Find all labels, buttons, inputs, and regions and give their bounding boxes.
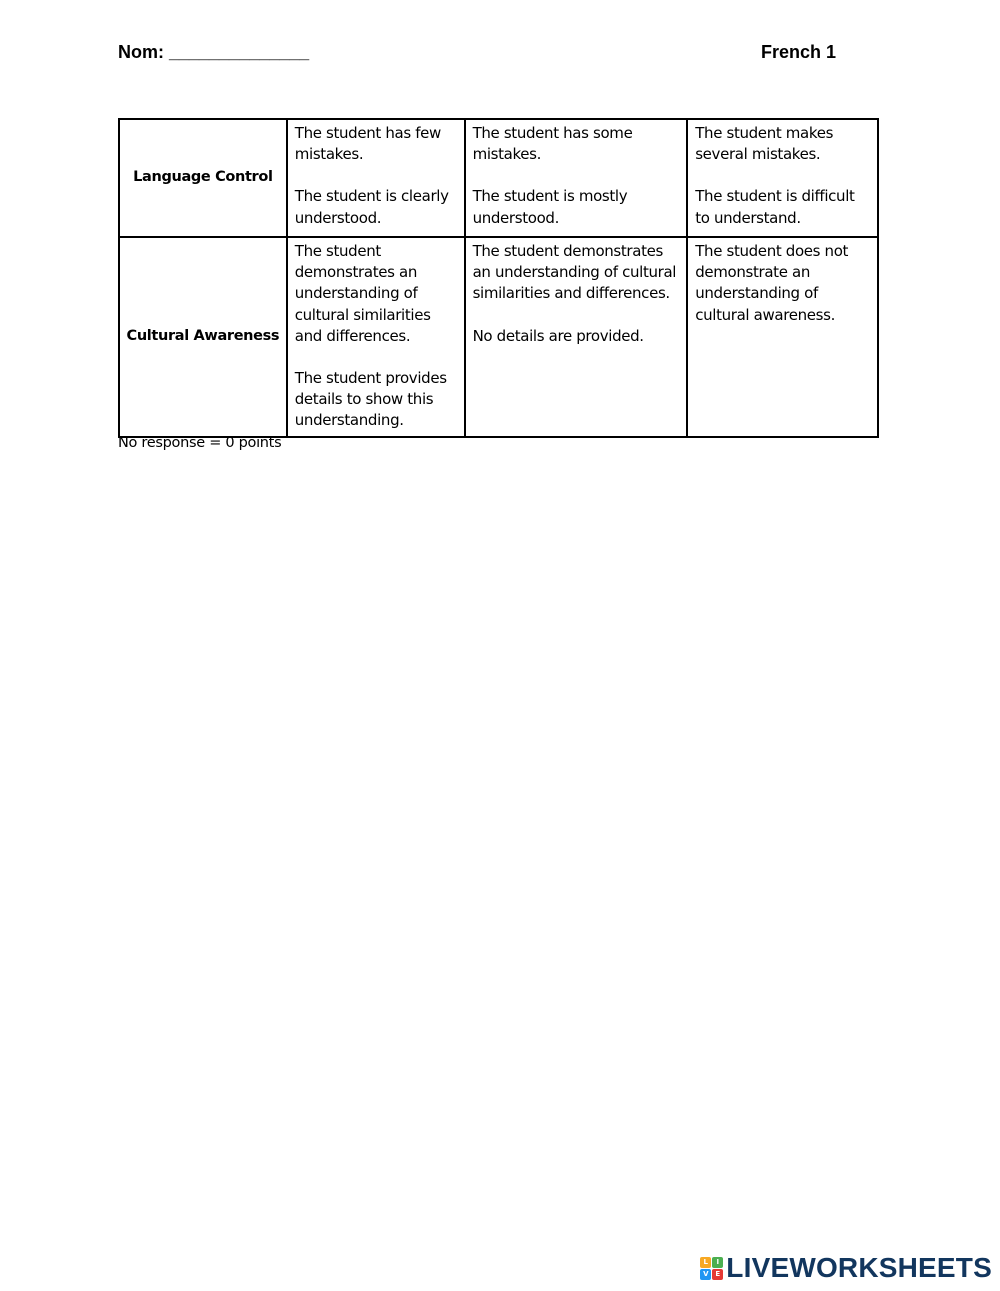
logo-letter-i: I bbox=[712, 1257, 723, 1268]
rubric-text: The student is difficult to understand. bbox=[695, 187, 855, 227]
rubric-text: The student has few mistakes. bbox=[294, 124, 441, 164]
rubric-text: The student demonstrates an understanding of cultural similarities and differences. bbox=[294, 242, 431, 345]
criterion-language-control: Language Control bbox=[119, 119, 287, 237]
logo-letter-v: V bbox=[700, 1269, 711, 1280]
scoring-footnote: No response = 0 points bbox=[118, 435, 282, 451]
rubric-text: The student provides details to show this understanding. bbox=[294, 369, 447, 430]
rubric-text: The student has some mistakes. bbox=[472, 124, 633, 164]
rubric-cell bbox=[687, 237, 878, 437]
name-field-label: Nom: ______________ bbox=[118, 42, 310, 62]
rubric-cell bbox=[687, 119, 878, 237]
rubric-row-cultural-awareness bbox=[119, 237, 878, 437]
logo-letter-e: E bbox=[712, 1269, 723, 1280]
rubric-text: The student is mostly understood. bbox=[472, 187, 628, 227]
rubric-cell bbox=[287, 119, 465, 237]
rubric-cell bbox=[465, 119, 688, 237]
live-icon bbox=[700, 1257, 723, 1280]
rubric-text: No details are provided. bbox=[472, 326, 644, 345]
brand-name: LIVEWORKSHEETS bbox=[726, 1252, 992, 1283]
rubric-cell bbox=[287, 237, 465, 437]
course-title: French 1 bbox=[760, 42, 836, 62]
page-header bbox=[118, 42, 836, 66]
rubric-text: The student demonstrates an understanding of cultural similarities and differences. bbox=[472, 242, 677, 303]
rubric-text: The student does not demonstrate an understanding of cultural awareness. bbox=[695, 242, 849, 324]
criterion-cultural-awareness: Cultural Awareness bbox=[119, 237, 287, 437]
logo-letter-l: L bbox=[700, 1257, 711, 1268]
rubric-cell bbox=[465, 237, 688, 437]
rubric-table bbox=[118, 118, 879, 438]
rubric-row-language-control bbox=[119, 119, 878, 237]
rubric-text: The student is clearly understood. bbox=[294, 187, 449, 227]
liveworksheets-logo[interactable] bbox=[700, 1253, 992, 1283]
rubric-text: The student makes several mistakes. bbox=[695, 124, 834, 164]
